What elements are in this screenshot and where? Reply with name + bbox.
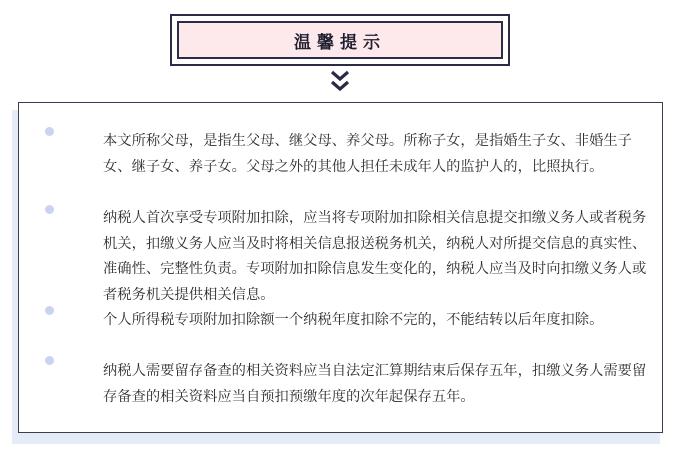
notes-card [18,102,663,433]
note-item: 纳税人需要留存备查的相关资料应当自法定汇算期结束后保存五年，扣缴义务人需要留存备查的相关资料应当自预扣预缴年度的次年起保存五年。 [103,363,647,405]
dot-icon [45,205,54,214]
page-title: 温馨提示 [294,32,386,53]
note-item: 纳税人首次享受专项附加扣除，应当将专项附加扣除相关信息提交扣缴义务人或者税务机关，扣缴义务人应当及时将相关信息报送税务机关，纳税人对所提交信息的真实性、准确性、完整性负责。专项附加扣除信息发生变化的，纳税人应当及时向扣缴义务人或者税务机关提供相关信息。 [103,210,647,303]
dot-icon [45,356,54,365]
dot-icon [45,306,54,315]
note-item: 个人所得税专项附加扣除额一个纳税年度扣除不完的，不能结转以后年度扣除。 [103,312,604,328]
dot-icon [45,127,54,136]
double-chevron-down-icon [330,70,350,94]
note-item: 本文所称父母，是指生父母、继父母、养父母。所称子女，是指婚生子女、非婚生子女、继子女、养子女。父母之外的其他人担任未成年人的监护人的，比照执行。 [103,133,632,175]
title-banner [177,21,503,59]
title-box [170,14,510,66]
